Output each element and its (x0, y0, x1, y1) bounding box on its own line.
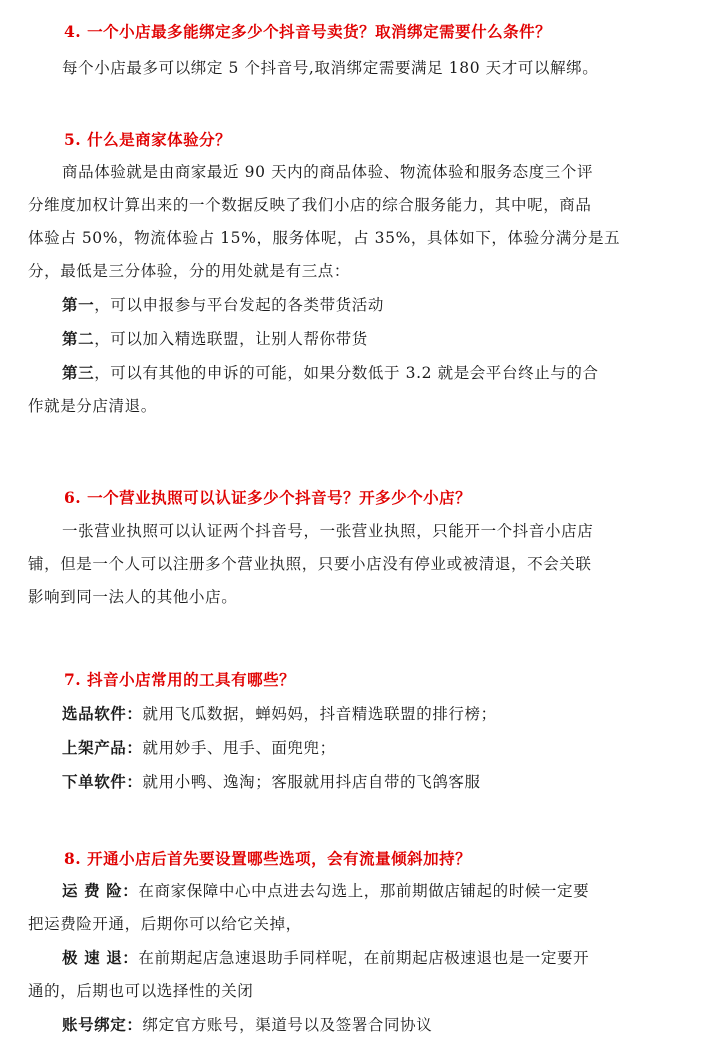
tool-item-1 (28, 697, 680, 731)
point-3-label: 第三 (62, 363, 95, 382)
setting-item-1-label: 运 费 险： (62, 881, 139, 900)
tool-item-2-label: 上架产品： (62, 738, 143, 757)
setting-item-1-text: 在商家保障中心中点进去勾选上，那前期做店铺起的时候一定要 (138, 882, 590, 900)
setting-item-3-label: 账号绑定： (62, 1015, 143, 1034)
question-6: 6. 一个营业执照可以认证多少个抖音号？开多少个小店？ (64, 488, 472, 507)
tool-item-3-text: 就用小鸭、逸淘；客服就用抖店自带的飞鸽客服 (142, 773, 481, 791)
answer-6-line-1: 一张营业执照可以认证两个抖音号，一张营业执照，只能开一个抖音小店店 (62, 522, 594, 540)
answer-5-line-2: 分维度加权计算出来的一个数据反映了我们小店的综合服务能力，其中呢，商品 (28, 196, 592, 214)
answer-5 (28, 156, 680, 423)
setting-item-1-tail: 把运费险开通，后期你可以给它关掉， (28, 915, 302, 933)
answer-6-line-3: 影响到同一法人的其他小店。 (28, 588, 238, 606)
answer-5-line-1: 商品体验就是由商家最近 90 天内的商品体验、物流体验和服务态度三个评 (62, 163, 594, 181)
point-2-label: 第二 (62, 329, 95, 348)
answer-8 (28, 874, 680, 1042)
question-5: 5. 什么是商家体验分？ (64, 130, 232, 149)
tool-item-2 (28, 731, 680, 765)
setting-item-2 (28, 941, 680, 975)
point-1-label: 第一 (62, 295, 95, 314)
setting-item-2-text: 在前期起店急速退助手同样呢，在前期起店极速退也是一定要开 (138, 949, 590, 967)
tool-item-3-label: 下单软件： (62, 772, 143, 791)
question-7: 7. 抖音小店常用的工具有哪些？ (64, 670, 296, 689)
setting-item-2-tail: 通的，后期也可以选择性的关闭 (28, 982, 254, 1000)
setting-item-1 (28, 874, 680, 908)
question-4: 4. 一个小店最多能绑定多少个抖音号卖货？取消绑定需要什么条件？ (64, 22, 552, 41)
point-3 (28, 356, 680, 390)
answer-6 (28, 515, 680, 614)
tool-item-1-label: 选品软件： (62, 704, 143, 723)
answer-5-line-3: 体验占 50%，物流体验占 15%，服务体呢，占 35%，具体如下，体验分满分是五 (28, 229, 621, 247)
point-1-text: ，可以申报参与平台发起的各类带货活动 (94, 296, 385, 314)
setting-item-3 (28, 1008, 680, 1042)
tool-item-1-text: 就用飞瓜数据，蝉妈妈，抖音精选联盟的排行榜； (142, 705, 497, 723)
question-8: 8. 开通小店后首先要设置哪些选项，会有流量倾斜加持？ (64, 849, 472, 868)
point-1 (28, 288, 680, 322)
tool-item-3 (28, 765, 680, 799)
point-2-text: ，可以加入精选联盟，让别人帮你带货 (94, 330, 368, 348)
setting-item-2-label: 极 速 退： (62, 948, 139, 967)
answer-6-line-2: 铺，但是一个人可以注册多个营业执照，只要小店没有停业或被清退，不会关联 (28, 555, 592, 573)
answer-5-line-4: 分，最低是三分体验，分的用处就是有三点： (28, 262, 351, 280)
answer-4: 每个小店最多可以绑定 5 个抖音号,取消绑定需要满足 180 天才可以解绑。 (62, 59, 599, 77)
setting-item-3-text: 绑定官方账号，渠道号以及签署合同协议 (142, 1016, 433, 1034)
point-2 (28, 322, 680, 356)
point-3-text: ，可以有其他的申诉的可能，如果分数低于 3.2 就是会平台终止与的合 (94, 364, 599, 382)
tool-item-2-text: 就用妙手、甩手、面兜兜； (142, 739, 336, 757)
answer-7 (28, 697, 680, 799)
point-3-tail: 作就是分店清退。 (28, 397, 157, 415)
